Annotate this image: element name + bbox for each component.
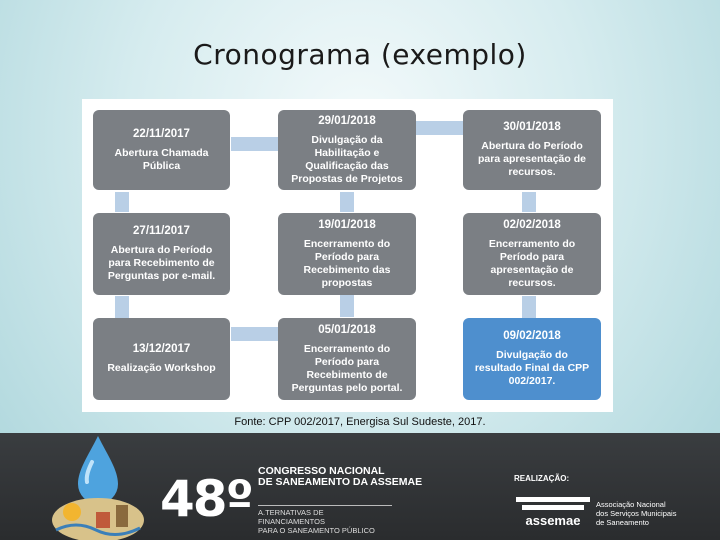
- step-date: 05/01/2018: [318, 323, 376, 336]
- timeline-step: [463, 110, 601, 190]
- timeline-step: [463, 213, 601, 295]
- assemae-logo-icon: [514, 495, 592, 529]
- connector: [522, 192, 536, 212]
- step-description: Abertura do Período para apresentação de recursos.: [478, 140, 586, 178]
- subtitle-line: A.TERNATIVAS DE FINANCIAMENTOS: [258, 508, 325, 526]
- connector: [416, 121, 463, 135]
- step-date: 30/01/2018: [503, 121, 561, 133]
- step-date: 27/11/2017: [133, 225, 190, 237]
- step-description: Abertura do Período para Recebimento de Perguntas por e-mail.: [107, 244, 216, 282]
- step-date: 22/11/2017: [133, 127, 190, 140]
- congress-title: [258, 466, 422, 488]
- congress-logo-icon: [36, 0, 146, 540]
- congress-number: 48º: [160, 470, 252, 528]
- step-description: Divulgação da Habilitação e Qualificação das Propostas de Projetos: [291, 133, 403, 185]
- step-date: 09/02/2018: [503, 330, 561, 342]
- connector: [340, 295, 354, 317]
- assemae-line: Associação Nacional: [596, 500, 666, 509]
- congress-line: CONGRESSO NACIONAL: [258, 465, 385, 477]
- connector: [231, 137, 278, 151]
- step-description: Divulgação do resultado Final da CPP 002/2017.: [474, 349, 590, 387]
- timeline-step-final: [463, 318, 601, 400]
- slide-title: Cronograma (exemplo): [193, 38, 527, 71]
- assemae-line: dos Serviços Municipais: [596, 509, 677, 518]
- step-date: 13/12/2017: [132, 343, 191, 355]
- timeline-panel: [82, 99, 613, 412]
- step-description: Realização Workshop: [107, 362, 216, 374]
- subtitle-line: PARA O SANEAMENTO PÚBLICO: [258, 526, 375, 535]
- step-description: Encerramento do Período para Recebimento das propostas: [303, 237, 391, 289]
- realizacao-label: REALIZAÇÃO:: [514, 474, 570, 483]
- timeline-step: [278, 318, 416, 400]
- step-date: 29/01/2018: [318, 114, 376, 127]
- connector: [231, 327, 278, 341]
- step-date: 19/01/2018: [318, 218, 376, 231]
- connector: [522, 296, 536, 318]
- assemae-brand-text: assemae: [525, 513, 581, 528]
- step-description: Abertura Chamada Pública: [114, 146, 209, 172]
- congress-subtitle: [258, 505, 392, 535]
- step-description: Encerramento do Período para Recebimento de Perguntas pelo portal.: [291, 342, 403, 394]
- assemae-line: de Saneamento: [596, 518, 649, 527]
- step-description: Encerramento do Período para apresentação de recursos.: [488, 237, 576, 289]
- congress-line: DE SANEAMENTO DA ASSEMAE: [258, 476, 423, 488]
- step-date: 02/02/2018: [503, 218, 561, 231]
- source-caption: Fonte: CPP 002/2017, Energisa Sul Sudeste, 2017.: [234, 416, 486, 428]
- connector: [340, 192, 354, 212]
- assemae-description: [596, 500, 676, 527]
- timeline-step: [278, 213, 416, 295]
- timeline-step: [278, 110, 416, 190]
